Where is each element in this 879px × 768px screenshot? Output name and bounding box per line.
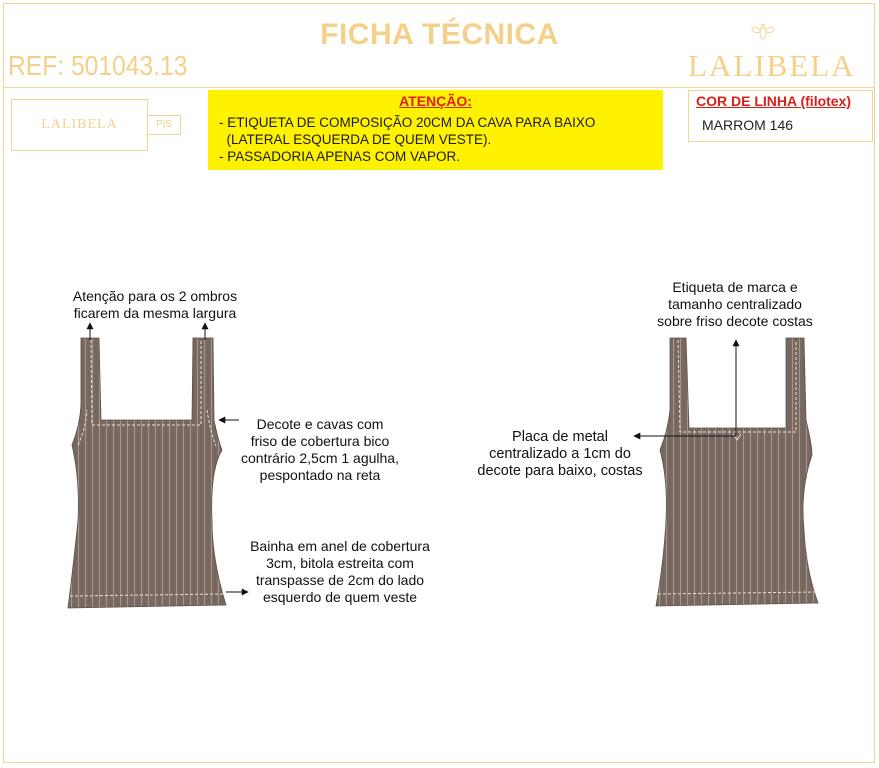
back-tank-top	[656, 338, 818, 606]
attention-line: - ETIQUETA DE COMPOSIÇÃO 20CM DA CAVA PARA BAIXO	[219, 115, 596, 130]
brand-logo: LALIBELA	[688, 48, 856, 83]
thread-color-title: COR DE LINHA (filotex)	[696, 93, 852, 109]
note-neckline: Decote e cavas com friso de cobertura bico contrário 2,5cm 1 agulha, pespontado na reta	[241, 416, 399, 483]
label-brand-text: LALIBELA	[41, 117, 118, 132]
size-tag: P|S	[147, 115, 181, 135]
front-tank-top	[68, 338, 226, 608]
reference-code: REF: 501043.13	[8, 50, 188, 81]
attention-line: (LATERAL ESQUERDA DE QUEM VESTE).	[219, 132, 492, 147]
note-metal-plate: Placa de metal centralizado a 1cm do decote para baixo, costas	[477, 429, 643, 479]
attention-line: - PASSADORIA APENAS COM VAPOR.	[219, 149, 461, 164]
note-hem: Bainha em anel de cobertura 3cm, bitola estreita com transpasse de 2cm do lado esquerdo de quem veste	[250, 538, 430, 605]
page-title: FICHA TÉCNICA	[320, 18, 559, 51]
attention-title: ATENÇÃO:	[399, 93, 472, 109]
thread-color-value: MARROM 146	[702, 117, 794, 133]
note-brand-label: Etiqueta de marca e tamanho centralizado sobre friso decote costas	[657, 279, 813, 329]
note-shoulders: Atenção para os 2 ombros ficarem da mesma largura	[72, 288, 238, 321]
